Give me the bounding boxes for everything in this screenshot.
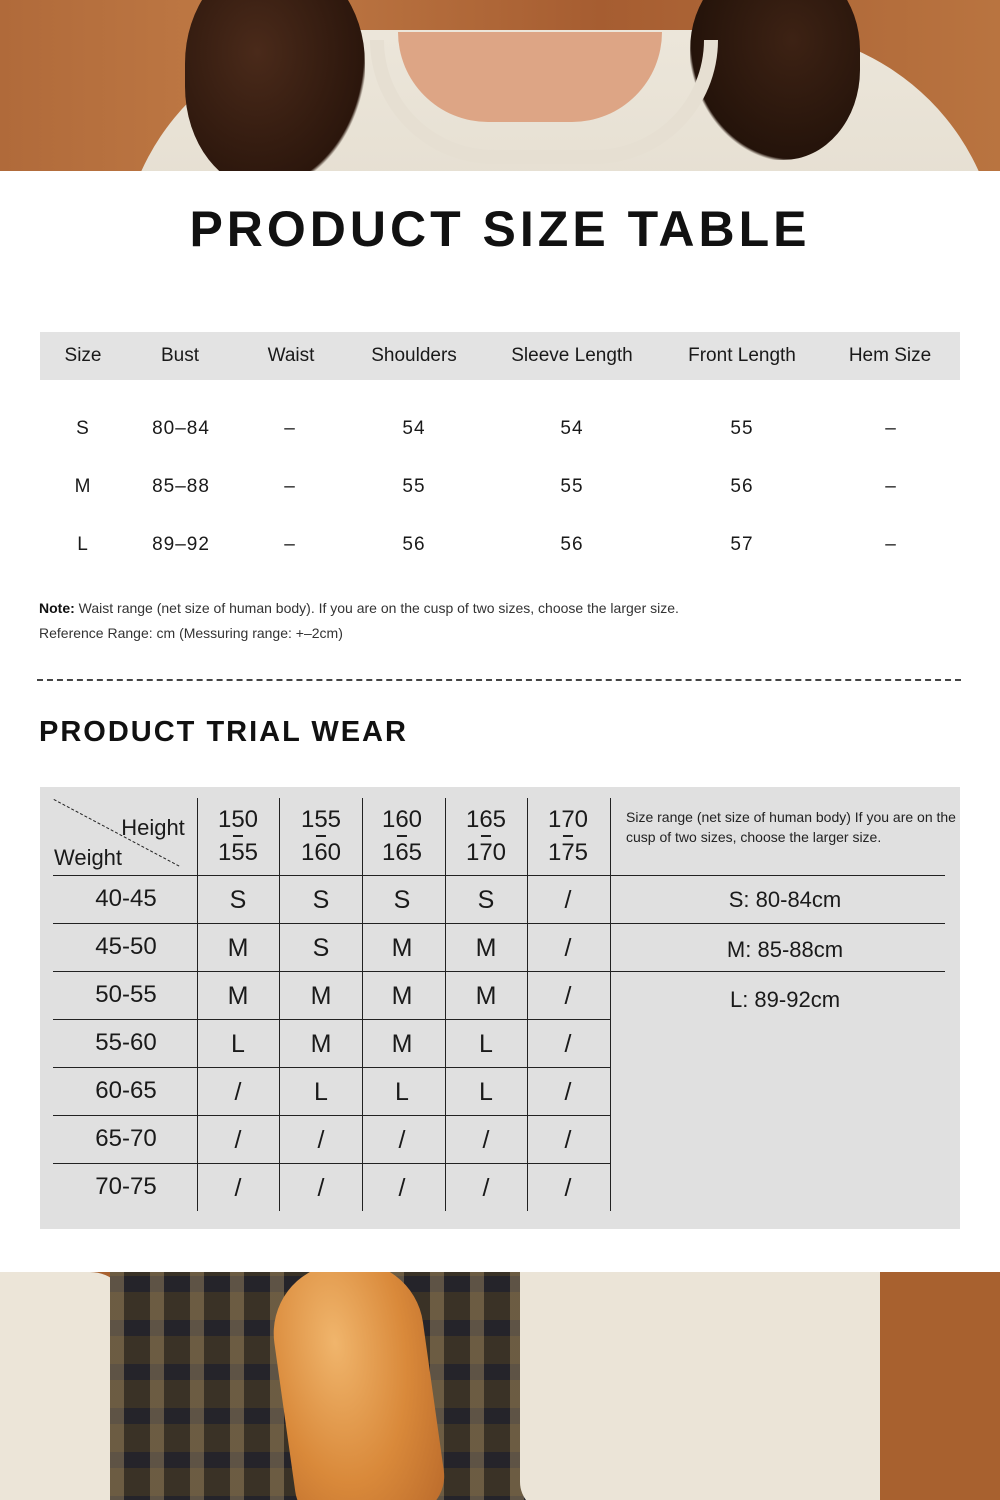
grid-horizontal-line — [53, 971, 945, 972]
table-cell: – — [284, 534, 296, 555]
size-range-s: S: 80-84cm — [728, 887, 842, 912]
column-header: Shoulders — [371, 345, 457, 366]
table-cell: – — [885, 476, 897, 497]
column-header: Sleeve Length — [511, 345, 633, 366]
size-table-row — [40, 418, 960, 448]
size-cell: / — [482, 1126, 490, 1154]
size-cell: / — [234, 1174, 242, 1202]
table-cell: – — [284, 418, 296, 439]
weight-label: 50-55 — [95, 981, 157, 1008]
table-cell: – — [885, 534, 897, 555]
size-cell: M — [391, 934, 413, 962]
size-note — [39, 596, 679, 646]
grid-vertical-line — [197, 798, 198, 1211]
size-cell: M — [475, 982, 497, 1010]
size-cell: L — [395, 1078, 409, 1106]
height-range-end: 155 — [217, 838, 259, 866]
size-range-m: M: 85-88cm — [726, 937, 844, 962]
height-range-end: 170 — [465, 838, 507, 866]
size-cell: / — [482, 1174, 490, 1202]
height-range-start: 165 — [465, 806, 507, 833]
size-cell: S — [477, 886, 495, 914]
size-cell: / — [564, 886, 572, 914]
column-header: Hem Size — [848, 345, 932, 366]
weight-label: 70-75 — [95, 1173, 157, 1200]
table-cell: 57 — [730, 534, 754, 555]
table-cell: 56 — [560, 534, 584, 555]
size-cell: M — [391, 982, 413, 1010]
size-cell: / — [564, 1174, 572, 1202]
size-cell: / — [564, 1078, 572, 1106]
hair-right-shape — [690, 0, 860, 160]
height-range-end: 175 — [547, 838, 589, 866]
size-cell: S — [393, 886, 411, 914]
grid-horizontal-line — [53, 875, 945, 876]
grid-horizontal-line — [53, 1019, 610, 1020]
size-cell: / — [234, 1126, 242, 1154]
height-range-header — [466, 801, 506, 871]
model-photo-top — [0, 0, 1000, 171]
grid-horizontal-line — [53, 1115, 610, 1116]
weight-label: 40-45 — [95, 885, 157, 912]
table-cell: 55 — [560, 476, 584, 497]
size-cell: L — [314, 1078, 328, 1106]
size-range-l: L: 89-92cm — [729, 987, 841, 1012]
section-divider — [37, 679, 961, 681]
note-label: Note: — [39, 600, 75, 616]
grid-horizontal-line — [53, 923, 945, 924]
size-cell: L — [479, 1078, 493, 1106]
size-cell: S — [312, 886, 330, 914]
column-header: Bust — [160, 345, 200, 366]
table-cell: 54 — [560, 418, 584, 439]
size-cell: S — [312, 934, 330, 962]
table-cell: 55 — [402, 476, 426, 497]
size-cell: / — [564, 982, 572, 1010]
height-range-start: 160 — [381, 806, 423, 833]
weight-label: 60-65 — [95, 1077, 157, 1104]
size-cell: M — [391, 1030, 413, 1058]
grid-vertical-line — [610, 798, 611, 1211]
model-photo-bottom — [0, 1272, 1000, 1500]
size-cell: M — [310, 1030, 332, 1058]
height-range-start: 150 — [217, 806, 259, 833]
trial-wear-table — [40, 787, 960, 1229]
size-cell: M — [475, 934, 497, 962]
table-cell: – — [284, 476, 296, 497]
height-range-header — [382, 801, 422, 871]
height-range-end: 165 — [381, 838, 423, 866]
size-table-row — [40, 476, 960, 506]
size-cell: / — [564, 1030, 572, 1058]
trial-wear-title: PRODUCT TRIAL WEAR — [39, 716, 408, 748]
size-cell: S — [229, 886, 247, 914]
weight-label: 55-60 — [95, 1029, 157, 1056]
grid-vertical-line — [527, 798, 528, 1211]
size-cell: L — [479, 1030, 493, 1058]
table-cell: 54 — [402, 418, 426, 439]
height-range-end: 160 — [300, 838, 342, 866]
size-table-row — [40, 534, 960, 564]
size-table-header — [40, 332, 960, 380]
column-header: Front Length — [688, 345, 796, 366]
size-cell: / — [234, 1078, 242, 1106]
table-cell: 89–92 — [152, 534, 210, 555]
size-cell: / — [398, 1126, 406, 1154]
table-cell: 56 — [730, 476, 754, 497]
weight-label: 65-70 — [95, 1125, 157, 1152]
height-range-header — [218, 801, 258, 871]
height-range-start: 155 — [300, 806, 342, 833]
size-cell: / — [317, 1174, 325, 1202]
size-cell: / — [564, 1126, 572, 1154]
grid-vertical-line — [445, 798, 446, 1211]
table-cell: S — [76, 418, 90, 439]
table-cell: 55 — [730, 418, 754, 439]
table-cell: 80–84 — [152, 418, 210, 439]
note-text: Waist range (net size of human body). If you are on the cusp of two sizes, choose the larger size. — [74, 600, 679, 616]
size-cell: / — [564, 934, 572, 962]
size-cell: L — [231, 1030, 245, 1058]
table-cell: – — [885, 418, 897, 439]
size-cell: / — [398, 1174, 406, 1202]
size-cell: M — [227, 934, 249, 962]
grid-vertical-line — [279, 798, 280, 1211]
sleeve-right-shape — [520, 1272, 880, 1500]
size-range-note: Size range (net size of human body) If you are on the cusp of two sizes, choose the larger size. — [626, 809, 956, 845]
table-cell: M — [74, 476, 92, 497]
table-cell: L — [77, 534, 89, 555]
size-cell: / — [317, 1126, 325, 1154]
grid-vertical-line — [362, 798, 363, 1211]
column-header: Waist — [267, 345, 315, 366]
grid-horizontal-line — [53, 1163, 610, 1164]
height-range-header — [301, 801, 341, 871]
size-cell: M — [227, 982, 249, 1010]
weight-label: 45-50 — [95, 933, 157, 960]
reference-range-text: Reference Range: cm (Messuring range: +–2cm) — [39, 625, 343, 641]
table-cell: 85–88 — [152, 476, 210, 497]
corner-height-label: Height — [121, 815, 185, 840]
height-range-header — [548, 801, 588, 871]
size-table-title: PRODUCT SIZE TABLE — [189, 201, 811, 257]
hair-left-shape — [185, 0, 365, 171]
table-cell: 56 — [402, 534, 426, 555]
grid-horizontal-line — [53, 1067, 610, 1068]
corner-weight-label: Weight — [53, 845, 123, 870]
column-header: Size — [64, 345, 102, 366]
height-range-start: 170 — [547, 806, 589, 833]
size-cell: M — [310, 982, 332, 1010]
